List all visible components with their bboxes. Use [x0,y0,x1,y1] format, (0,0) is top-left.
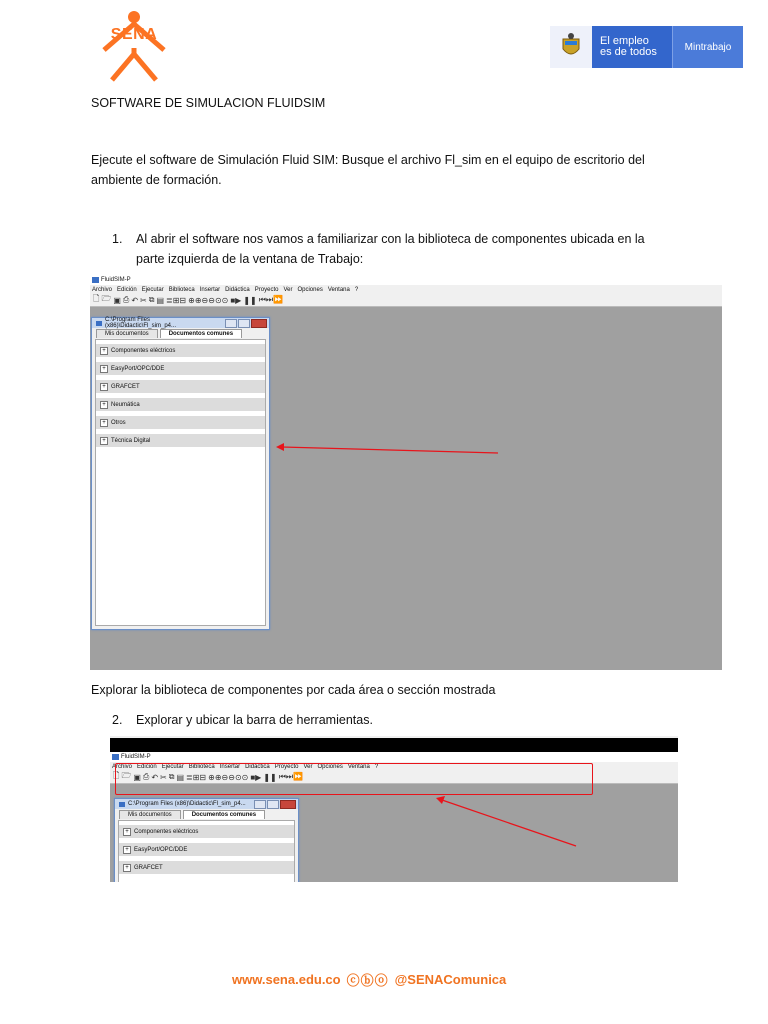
gov-tagline-line1: El empleo [600,35,649,47]
copy-icon[interactable]: ⧉ [148,295,155,304]
step1-number: 1. [112,232,123,246]
fluidsim-screenshot-2 [88,736,678,882]
expand-icon[interactable]: + [123,828,131,836]
category-label: EasyPort/OPC/DDE [134,846,188,853]
sena-figure-icon [96,10,172,82]
print-icon[interactable]: ⎙ [142,772,150,781]
sena-logo-text: SENA [110,26,158,43]
pause-icon[interactable]: ❚❚ [243,295,257,305]
category-label: Componentes eléctricos [111,347,176,354]
gov-tagline [592,26,672,68]
menu-item-edicion[interactable]: Edición [117,286,137,293]
colombia-crest-icon [550,26,592,68]
red-arrow-annotation-2 [88,736,678,882]
play-icon[interactable]: ■▶ [250,772,262,782]
category-label: EasyPort/OPC/DDE [111,365,165,372]
footer-website[interactable]: www.sena.edu.co [232,972,341,987]
new-icon[interactable]: 🗋 [113,771,120,780]
intro-paragraph: Ejecute el software de Simulación Fluid SIM: Busque el archivo Fl_sim en el equipo de escritorio del ambiente de formación. [91,153,645,187]
menu-item-didactica[interactable]: Didáctica [245,763,270,770]
step2-text: Explorar y ubicar la barra de herramientas. [136,713,373,727]
tab-documentos-comunes[interactable]: Documentos comunes [183,810,265,819]
menu-item-opciones[interactable]: Opciones [317,763,343,770]
expand-icon[interactable]: + [123,846,131,854]
footer [232,970,506,989]
new-icon[interactable]: 🗋 [93,294,100,303]
step-icons[interactable]: ⏮⏭⏩ [258,295,284,304]
app-title: FluidSIM-P [121,754,151,760]
menu-item-help[interactable]: ? [374,763,379,770]
menu-item-opciones[interactable]: Opciones [297,286,323,293]
expand-icon[interactable]: + [100,437,108,445]
cut-icon[interactable]: ✂ [140,295,147,305]
step2-number: 2. [112,713,123,727]
menu-item-proyecto[interactable]: Proyecto [254,286,279,293]
open-icon[interactable]: 🗁 [101,294,112,303]
align-icons[interactable]: ≣⊞⊟ [186,772,207,782]
menu-item-help[interactable]: ? [354,286,359,293]
menu-item-ver[interactable]: Ver [283,286,293,293]
zoom-icons[interactable]: ⊕⊕⊖⊖⊙⊙ [188,295,229,305]
undo-icon[interactable]: ↶ [151,772,159,782]
align-icons[interactable]: ≣⊞⊟ [166,295,187,305]
tab-mis-documentos[interactable]: Mis documentos [96,329,158,338]
print-icon[interactable]: ⎙ [122,295,130,304]
creative-commons-icon: ⓒⓑⓞ [346,973,389,988]
menu-item-insertar[interactable]: Insertar [219,763,241,770]
step1-text: Al abrir el software nos vamos a familiarizar con la biblioteca de componentes ubicada en la parte izquierda de la ventana de Trabajo: [136,232,645,266]
open-icon[interactable]: 🗁 [121,771,132,780]
category-label: GRAFCET [111,383,140,390]
tab-documentos-comunes[interactable]: Documentos comunes [160,329,242,338]
save-icon[interactable]: ▣ [113,295,121,305]
menu-item-biblioteca[interactable]: Biblioteca [188,763,215,770]
play-icon[interactable]: ■▶ [230,295,242,305]
cut-icon[interactable]: ✂ [160,772,167,782]
paste-icon[interactable]: ▤ [156,295,165,305]
copy-icon[interactable]: ⧉ [168,772,175,781]
category-label: Otros [111,419,126,426]
library-path: C:\Program Files (x86)\Didactic\Fl_sim_p4... [128,801,246,807]
library-path: C:\Program Files (x86)\Didactic\Fl_sim_p4... [104,317,176,329]
pause-icon[interactable]: ❚❚ [263,772,277,782]
fluidsim-screenshot-1 [90,275,722,670]
expand-icon[interactable]: + [100,347,108,355]
expand-icon[interactable]: + [123,864,131,872]
menu-item-ventana[interactable]: Ventana [347,763,370,770]
category-label: Técnica Digital [111,437,151,444]
menu-item-ejecutar[interactable]: Ejecutar [141,286,164,293]
menu-item-proyecto[interactable]: Proyecto [274,763,299,770]
menu-item-edicion[interactable]: Edición [137,763,157,770]
menu-item-biblioteca[interactable]: Biblioteca [168,286,195,293]
red-arrow-annotation-1 [90,275,722,670]
doc-title: SOFTWARE DE SIMULACION FLUIDSIM [91,96,326,110]
menu-item-ver[interactable]: Ver [303,763,313,770]
menu-item-didactica[interactable]: Didáctica [225,286,250,293]
expand-icon[interactable]: + [100,401,108,409]
expand-icon[interactable]: + [100,383,108,391]
step-icons[interactable]: ⏮⏭⏩ [278,772,304,781]
expand-icon[interactable]: + [100,419,108,427]
menu-item-archivo[interactable]: Archivo [92,286,113,293]
app-title: FluidSIM-P [101,277,131,283]
ministry-label: Mintrabajo [672,26,743,68]
explore-paragraph: Explorar la biblioteca de componentes por cada área o sección mostrada [91,683,496,697]
menu-item-ventana[interactable]: Ventana [327,286,350,293]
menu-item-ejecutar[interactable]: Ejecutar [161,763,184,770]
zoom-icons[interactable]: ⊕⊕⊖⊖⊙⊙ [208,772,249,782]
category-label: GRAFCET [134,864,163,871]
category-label: Componentes eléctricos [134,828,199,835]
gov-logo-banner [550,26,743,68]
tab-mis-documentos[interactable]: Mis documentos [119,810,181,819]
menu-item-insertar[interactable]: Insertar [199,286,221,293]
sena-logo [96,10,172,82]
expand-icon[interactable]: + [100,365,108,373]
paste-icon[interactable]: ▤ [176,772,185,782]
gov-tagline-line2: es de todos [600,46,657,58]
category-label: Neumática [111,401,140,408]
save-icon[interactable]: ▣ [133,772,141,782]
undo-icon[interactable]: ↶ [131,295,139,305]
menu-item-archivo[interactable]: Archivo [112,763,133,770]
footer-handle[interactable]: @SENAComunica [394,972,507,987]
